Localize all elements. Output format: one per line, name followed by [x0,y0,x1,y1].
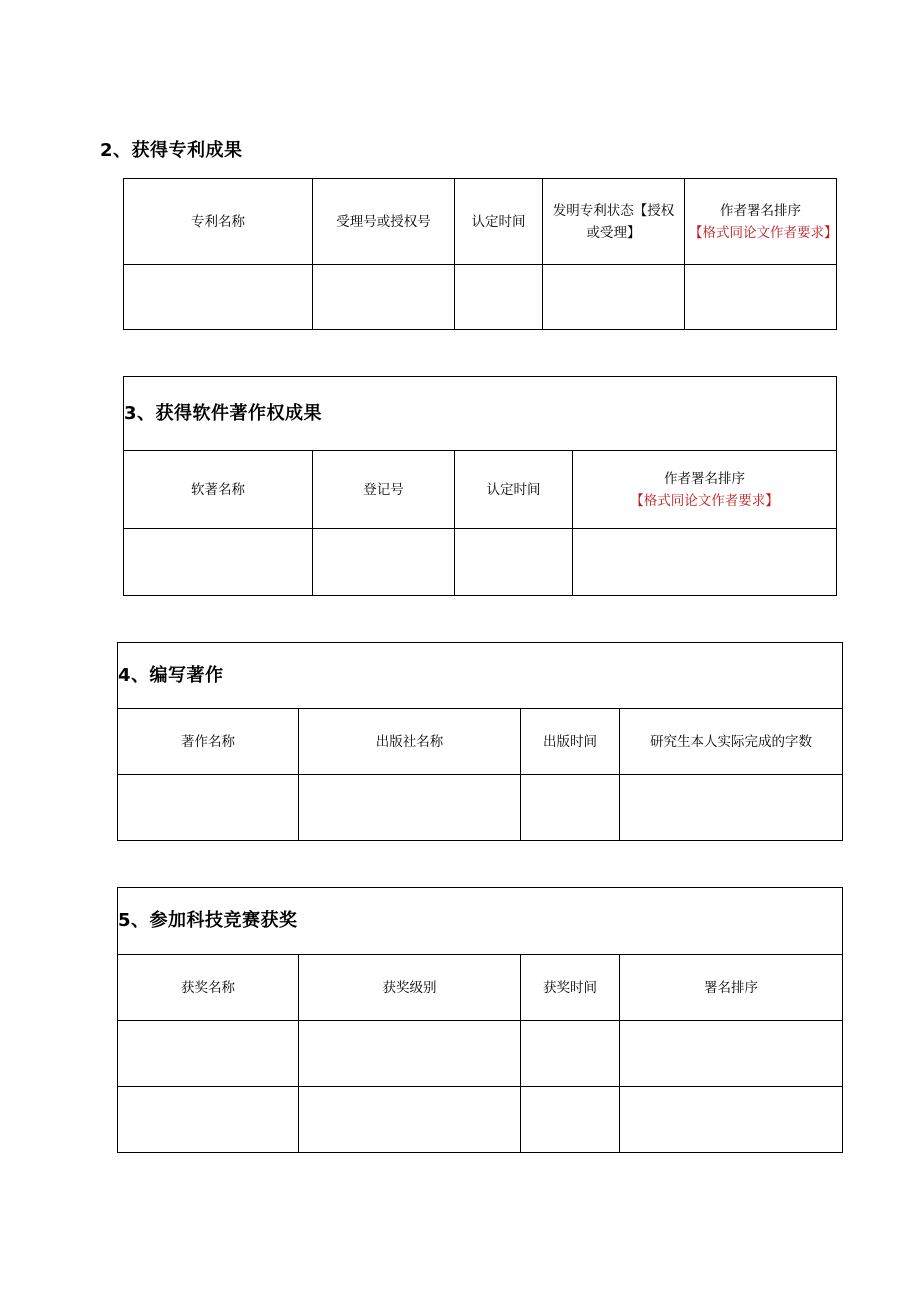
table-row [118,1021,843,1087]
patent-number-header: 受理号或授权号 [313,179,455,265]
patent-number-cell[interactable] [313,265,455,330]
book-date-header: 出版时间 [521,709,620,775]
book-words-header: 研究生本人实际完成的字数 [620,709,843,775]
award-level-header: 获奖级别 [299,955,521,1021]
patent-date-header: 认定时间 [455,179,543,265]
award-date-cell[interactable] [521,1087,620,1153]
software-author-cell[interactable] [573,529,837,596]
award-level-cell[interactable] [299,1087,521,1153]
table-row [118,775,843,841]
book-publisher-header: 出版社名称 [299,709,521,775]
award-order-header: 署名排序 [620,955,843,1021]
patent-table [123,178,837,330]
award-table [117,887,843,1153]
patent-name-header: 专利名称 [124,179,313,265]
award-order-cell[interactable] [620,1087,843,1153]
table-row [124,529,837,596]
patent-status-cell[interactable] [543,265,685,330]
award-name-cell[interactable] [118,1021,299,1087]
award-level-cell[interactable] [299,1021,521,1087]
patent-author-label: 作者署名排序 [720,202,801,219]
book-table [117,642,843,841]
patent-section-heading: 2、获得专利成果 [100,140,243,161]
patent-author-note: 【格式同论文作者要求】 [689,224,838,241]
software-number-cell[interactable] [313,529,455,596]
book-words-cell[interactable] [620,775,843,841]
book-date-cell[interactable] [521,775,620,841]
award-date-header: 获奖时间 [521,955,620,1021]
software-date-cell[interactable] [455,529,573,596]
patent-date-cell[interactable] [455,265,543,330]
patent-status-header: 发明专利状态【授权或受理】 [543,179,685,265]
software-author-note: 【格式同论文作者要求】 [630,492,779,509]
book-name-header: 著作名称 [118,709,299,775]
software-date-header: 认定时间 [455,451,573,529]
book-publisher-cell[interactable] [299,775,521,841]
patent-name-cell[interactable] [124,265,313,330]
software-name-cell[interactable] [124,529,313,596]
software-author-header [573,451,837,529]
software-table [123,376,837,596]
software-number-header: 登记号 [313,451,455,529]
table-row [124,265,837,330]
software-author-label: 作者署名排序 [664,470,746,487]
award-order-cell[interactable] [620,1021,843,1087]
patent-author-header [685,179,837,265]
award-date-cell[interactable] [521,1021,620,1087]
award-name-cell[interactable] [118,1087,299,1153]
table-row [118,1087,843,1153]
award-name-header: 获奖名称 [118,955,299,1021]
book-name-cell[interactable] [118,775,299,841]
software-section-heading: 3、获得软件著作权成果 [124,377,837,451]
book-section-heading: 4、编写著作 [118,643,843,709]
award-section-heading: 5、参加科技竞赛获奖 [118,888,843,955]
software-name-header: 软著名称 [124,451,313,529]
patent-author-cell[interactable] [685,265,837,330]
